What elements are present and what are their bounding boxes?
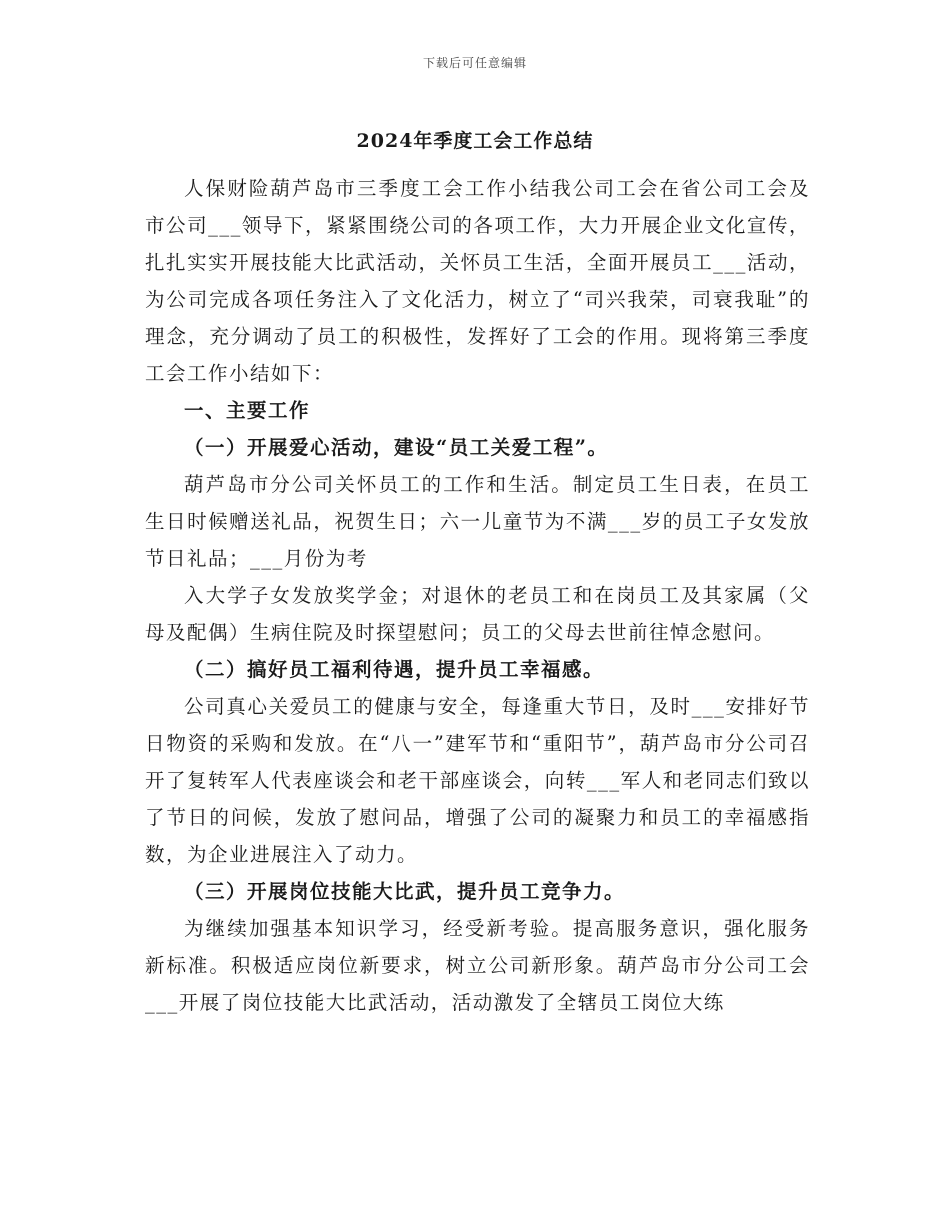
subsection-heading-1: （一）开展爱心活动，建设“员工关爱工程”。	[184, 436, 609, 459]
document-body	[145, 170, 810, 1021]
paragraph-care-2: 入大学子女发放奖学金；对退休的老员工和在岗员工及其家属（父母及配偶）生病住院及时探望慰问；员工的父母去世前往悼念慰问。	[145, 584, 810, 644]
section-heading: 一、主要工作	[184, 399, 311, 422]
subsection-heading-2: （二）搞好员工福利待遇，提升员工幸福感。	[184, 658, 605, 681]
page-header: 下载后可任意编辑	[422, 56, 527, 70]
paragraph-care-1: 葫芦岛市分公司关怀员工的工作和生活。制定员工生日表，在员工生日时候赠送礼品，祝贺生日；六一儿童节为不满___岁的员工子女发放节日礼品；___月份为考	[145, 473, 810, 570]
subsection-heading-3: （三）开展岗位技能大比武，提升员工竞争力。	[184, 880, 626, 903]
document-title: 2024年季度工会工作总结	[356, 130, 594, 152]
intro-paragraph: 人保财险葫芦岛市三季度工会工作小结我公司工会在省公司工会及市公司___领导下，紧紧围绕公司的各项工作，大力开展企业文化宣传，扎扎实实开展技能大比武活动，关怀员工生活，全面开展员工___活动，为公司完成各项任务注入了文化活力，树立了“司兴我荣，司衰我耻”的理念，充分调动了员工的积极性，发挥好了工会的作用。现将第三季度工会工作小结如下：	[145, 177, 810, 385]
paragraph-skills: 为继续加强基本知识学习，经受新考验。提高服务意识，强化服务新标准。积极适应岗位新要求，树立公司新形象。葫芦岛市分公司工会___开展了岗位技能大比武活动，活动激发了全辖员工岗位大练	[145, 917, 810, 1014]
paragraph-welfare: 公司真心关爱员工的健康与安全，每逢重大节日，及时___安排好节日物资的采购和发放。在“八一”建军节和“重阳节”，葫芦岛市分公司召开了复转军人代表座谈会和老干部座谈会，向转___军人和老同志们致以了节日的问候，发放了慰问品，增强了公司的凝聚力和员工的幸福感指数，为企业进展注入了动力。	[145, 695, 810, 866]
